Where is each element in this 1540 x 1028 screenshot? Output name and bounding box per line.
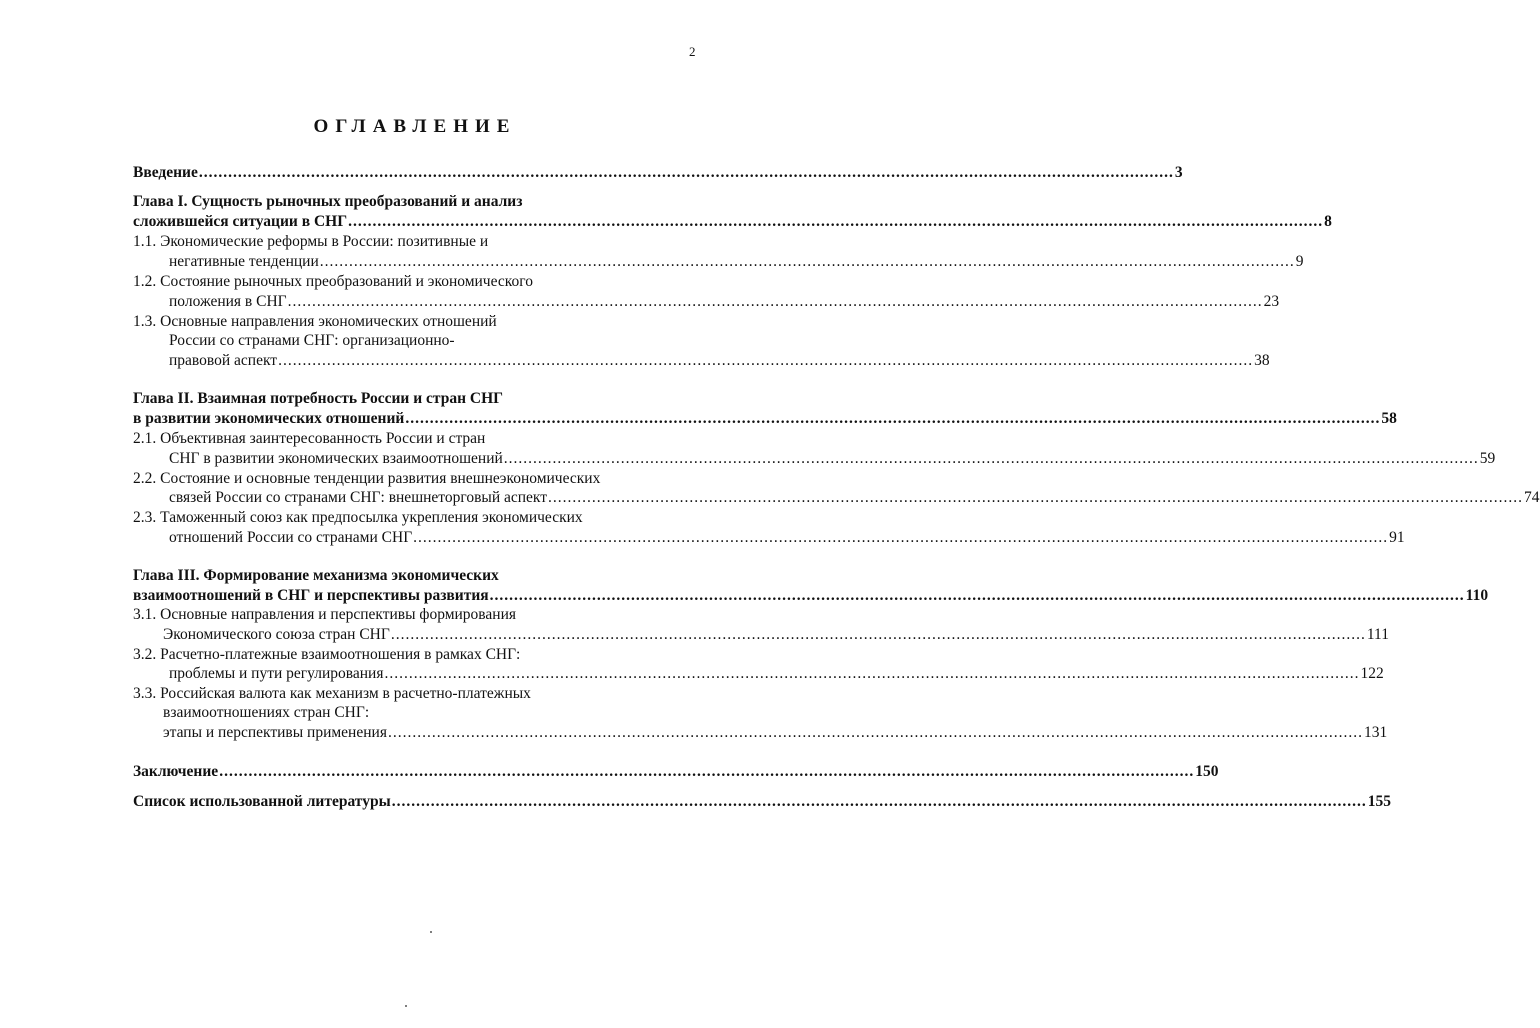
toc-entry-page: 59	[1479, 450, 1496, 467]
toc-entry-page: 8	[1324, 213, 1332, 230]
toc-entry-1-3[interactable]	[169, 351, 1270, 371]
toc-entry-title: Экономического союза стран СНГ	[163, 626, 390, 643]
toc-entry-title: в развитии экономических отношений	[133, 410, 405, 427]
toc-entry-title: связей России со странами СНГ: внешнеторговый аспект	[169, 489, 548, 506]
scan-speck	[430, 931, 432, 933]
toc-entry-page: 9	[1295, 253, 1304, 270]
leader-dots: ........................................................................................................................................................................................................	[413, 529, 1389, 546]
toc-entry-3-2[interactable]	[169, 664, 1384, 684]
leader-dots: ........................................................................................................................................................................................................	[198, 164, 1174, 181]
toc-entry-title: взаимоотношений в СНГ и перспективы развития	[133, 587, 489, 604]
section-2-1-line1[interactable]: 2.1. Объективная заинтересованность России и стран	[133, 430, 486, 447]
section-3-3-line2[interactable]: взаимоотношениях стран СНГ:	[163, 704, 370, 721]
leader-dots: ........................................................................................................................................................................................................	[278, 352, 1254, 369]
leader-dots: ........................................................................................................................................................................................................	[287, 293, 1263, 310]
toc-entry-page: 111	[1366, 626, 1389, 643]
toc-entry-2-1[interactable]	[169, 449, 1496, 469]
chapter1-title-line1[interactable]: Глава I. Сущность рыночных преобразований и анализ	[133, 193, 523, 210]
toc-entry-page: 58	[1381, 410, 1397, 427]
toc-entry-intro[interactable]	[133, 163, 1183, 183]
toc-entry-title: СНГ в развитии экономических взаимоотношений	[169, 450, 503, 467]
leader-dots: ........................................................................................................................................................................................................	[387, 724, 1363, 741]
toc-entry-bibliography[interactable]	[133, 792, 1391, 812]
toc-entry-page: 110	[1465, 587, 1489, 604]
toc-entry-chapter1[interactable]	[133, 212, 1332, 232]
toc-entry-chapter3[interactable]	[133, 586, 1489, 606]
leader-dots: ........................................................................................................................................................................................................	[489, 587, 1465, 604]
leader-dots: ........................................................................................................................................................................................................	[405, 410, 1381, 427]
section-3-3-line1[interactable]: 3.3. Российская валюта как механизм в расчетно-платежных	[133, 685, 531, 702]
toc-entry-page: 38	[1254, 352, 1270, 369]
section-2-3-line1[interactable]: 2.3. Таможенный союз как предпосылка укрепления экономических	[133, 509, 583, 526]
toc-entry-title: проблемы и пути регулирования	[169, 665, 384, 682]
toc-entry-3-3[interactable]	[163, 723, 1388, 743]
section-1-3-line1[interactable]: 1.3. Основные направления экономических отношений	[133, 313, 497, 330]
section-3-2-line1[interactable]: 3.2. Расчетно-платежные взаимоотношения в рамках СНГ:	[133, 646, 521, 663]
toc-entry-title: Введение	[133, 164, 198, 181]
toc-entry-page: 122	[1360, 665, 1384, 682]
toc-entry-page: 91	[1389, 529, 1405, 546]
toc-entry-page: 3	[1174, 164, 1183, 181]
section-1-2-line1[interactable]: 1.2. Состояние рыночных преобразований и экономического	[133, 273, 533, 290]
section-1-1-line1[interactable]: 1.1. Экономические реформы в России: позитивные и	[133, 233, 489, 250]
leader-dots: ........................................................................................................................................................................................................	[548, 489, 1524, 506]
section-3-1-line1[interactable]: 3.1. Основные направления и перспективы формирования	[133, 606, 517, 623]
toc-entry-1-1[interactable]	[169, 252, 1304, 272]
leader-dots: ........................................................................................................................................................................................................	[348, 213, 1324, 230]
leader-dots: ........................................................................................................................................................................................................	[319, 253, 1295, 270]
toc-entry-2-2[interactable]	[169, 488, 1540, 508]
toc-heading: ОГЛАВЛЕНИЕ	[313, 116, 517, 137]
toc-entry-1-2[interactable]	[169, 292, 1280, 312]
toc-entry-title: Заключение	[133, 763, 219, 780]
page-number: 2	[689, 44, 696, 59]
leader-dots: ........................................................................................................................................................................................................	[391, 793, 1367, 810]
toc-entry-2-3[interactable]	[169, 528, 1405, 548]
leader-dots: ........................................................................................................................................................................................................	[219, 763, 1195, 780]
toc-entry-chapter2[interactable]	[133, 409, 1397, 429]
toc-entry-title: отношений России со странами СНГ	[169, 529, 413, 546]
toc-entry-title: правовой аспект	[169, 352, 278, 369]
leader-dots: ........................................................................................................................................................................................................	[390, 626, 1366, 643]
toc-entry-title: этапы и перспективы применения	[163, 724, 387, 741]
toc-entry-title: сложившейся ситуации в СНГ	[133, 213, 348, 230]
toc-entry-3-1[interactable]	[163, 625, 1389, 645]
chapter2-title-line1[interactable]: Глава II. Взаимная потребность России и стран СНГ	[133, 390, 503, 407]
section-1-3-line2[interactable]: России со странами СНГ: организационно-	[169, 332, 455, 349]
toc-entry-page: 155	[1367, 793, 1391, 810]
toc-entry-page: 23	[1263, 293, 1280, 310]
scan-speck	[405, 1005, 407, 1007]
leader-dots: ........................................................................................................................................................................................................	[503, 450, 1479, 467]
toc-entry-conclusion[interactable]	[133, 762, 1219, 782]
chapter3-title-line1[interactable]: Глава III. Формирование механизма экономических	[133, 567, 499, 584]
toc-entry-page: 74	[1524, 489, 1540, 506]
section-2-2-line1[interactable]: 2.2. Состояние и основные тенденции развития внешнеэкономических	[133, 470, 601, 487]
toc-entry-page: 150	[1195, 763, 1219, 780]
toc-entry-title: негативные тенденции	[169, 253, 319, 270]
toc-entry-title: положения в СНГ	[169, 293, 287, 310]
leader-dots: ........................................................................................................................................................................................................	[384, 665, 1360, 682]
toc-entry-title: Список использованной литературы	[133, 793, 391, 810]
toc-entry-page: 131	[1363, 724, 1388, 741]
